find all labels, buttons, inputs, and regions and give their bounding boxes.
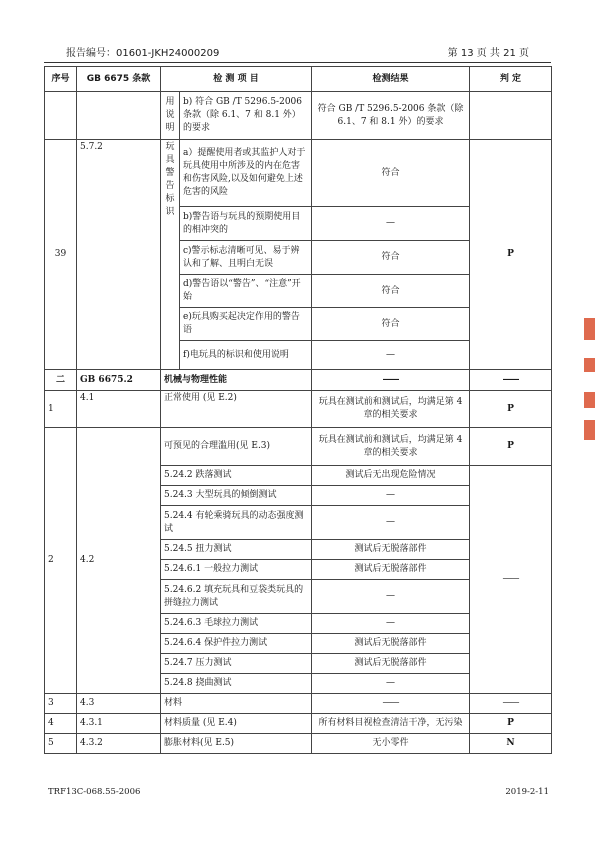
cell-item: 膨胀材料(见 E.5): [161, 734, 312, 754]
cell-result: —: [312, 341, 470, 370]
seal-mark: [584, 420, 595, 440]
cell-verdict: P: [470, 428, 552, 466]
table-row: [45, 714, 552, 734]
cell-seq: 5: [45, 734, 77, 754]
cell-item: 5.24.2 跌落测试: [161, 466, 312, 486]
cell-verdict: ——: [470, 466, 552, 694]
cell-result: 测试后无出现危险情况: [312, 466, 470, 486]
cell-result: 符合: [312, 275, 470, 308]
test-results-table: [44, 66, 552, 754]
cell-item: 5.24.3 大型玩具的倾倒测试: [161, 486, 312, 506]
cell-sub-item: 用说明: [161, 92, 180, 140]
cell-item: 5.24.6.4 保护件拉力测试: [161, 634, 312, 654]
table-row: [45, 428, 552, 466]
cell-verdict: P: [470, 391, 552, 428]
cell-result: —: [312, 580, 470, 614]
cell-sub-item: 玩具警告标识: [161, 140, 180, 370]
cell-result: ——: [312, 370, 470, 391]
cell-seq: 二: [45, 370, 77, 391]
table-row: [45, 391, 552, 428]
cell-item: 机械与物理性能: [161, 370, 312, 391]
cell-result: 符合: [312, 241, 470, 275]
cell-clause: [77, 92, 161, 140]
cell-result: 无小零件: [312, 734, 470, 754]
cell-item: c)警示标志清晰可见、易于辨认和了解、且明白无误: [180, 241, 312, 275]
section-row: [45, 370, 552, 391]
cell-clause: 5.7.2: [77, 140, 161, 370]
cell-item: 5.24.6.2 填充玩具和豆袋类玩具的拼缝拉力测试: [161, 580, 312, 614]
cell-result: —: [312, 674, 470, 694]
cell-clause: 4.2: [77, 428, 161, 694]
seal-mark: [584, 392, 595, 408]
cell-result: ——: [312, 694, 470, 714]
cell-verdict: P: [470, 714, 552, 734]
col-seq: 序号: [45, 67, 77, 92]
table-row: [45, 694, 552, 714]
cell-seq: 4: [45, 714, 77, 734]
cell-item: 5.24.4 有轮乘骑玩具的动态强度测试: [161, 506, 312, 540]
table-row: [45, 734, 552, 754]
cell-verdict: ——: [470, 370, 552, 391]
cell-seq: 1: [45, 391, 77, 428]
cell-verdict: P: [470, 140, 552, 370]
cell-clause: 4.3.1: [77, 714, 161, 734]
cell-item: 5.24.7 压力测试: [161, 654, 312, 674]
cell-seq: 3: [45, 694, 77, 714]
cell-result: 测试后无脱落部件: [312, 634, 470, 654]
table-header-row: [45, 67, 552, 92]
cell-result: 符合 GB /T 5296.5-2006 条款（除 6.1、7 和 8.1 外）的要求: [312, 92, 470, 140]
seal-mark: [584, 318, 595, 340]
col-result: 检测结果: [312, 67, 470, 92]
col-clause: GB 6675 条款: [77, 67, 161, 92]
form-number: TRF13C-068.55-2006: [48, 787, 141, 797]
cell-clause: 4.1: [77, 391, 161, 428]
cell-result: 玩具在测试前和测试后，均满足第 4 章的相关要求: [312, 428, 470, 466]
cell-clause: GB 6675.2: [77, 370, 161, 391]
col-item: 检 测 项 目: [161, 67, 312, 92]
cell-verdict: ——: [470, 694, 552, 714]
cell-item: f)电玩具的标识和使用说明: [180, 341, 312, 370]
table-row: [45, 92, 552, 140]
cell-result: —: [312, 614, 470, 634]
cell-result: 测试后无脱落部件: [312, 654, 470, 674]
cell-seq: 2: [45, 428, 77, 694]
cell-result: 测试后无脱落部件: [312, 540, 470, 560]
cell-result: 测试后无脱落部件: [312, 560, 470, 580]
seal-mark: [584, 358, 595, 372]
cell-clause: 4.3: [77, 694, 161, 714]
cell-verdict: [470, 92, 552, 140]
cell-item: a）提醒使用者或其监护人对于玩具使用中所涉及的内在危害和伤害风险,以及如何避免上述危害的风险: [180, 140, 312, 207]
cell-result: 符合: [312, 308, 470, 341]
report-number: 报告编号：01601-JKH24000209: [66, 48, 220, 59]
cell-item: 正常使用 (见 E.2): [161, 391, 312, 428]
cell-verdict: N: [470, 734, 552, 754]
cell-item: b) 符合 GB /T 5296.5-2006 条款（除 6.1、7 和 8.1 外）的要求: [180, 92, 312, 140]
cell-item: 5.24.8 挠曲测试: [161, 674, 312, 694]
cell-result: 玩具在测试前和测试后，均满足第 4 章的相关要求: [312, 391, 470, 428]
cell-item: 5.24.6.3 毛球拉力测试: [161, 614, 312, 634]
cell-item: 可预见的合理滥用(见 E.3): [161, 428, 312, 466]
cell-item: 5.24.5 扭力测试: [161, 540, 312, 560]
cell-item: d)警告语以“警告”、“注意”开始: [180, 275, 312, 308]
cell-result: 符合: [312, 140, 470, 207]
cell-result: 所有材料目视检查清洁干净，无污染: [312, 714, 470, 734]
page-indicator: 第 13 页 共 21 页: [447, 48, 529, 59]
cell-seq: 39: [45, 140, 77, 370]
cell-result: —: [312, 486, 470, 506]
cell-item: e)玩具购买起决定作用的警告语: [180, 308, 312, 341]
header-rule: [44, 62, 551, 63]
cell-clause: 4.3.2: [77, 734, 161, 754]
cell-result: —: [312, 207, 470, 241]
cell-item: 5.24.6.1 一般拉力测试: [161, 560, 312, 580]
cell-result: —: [312, 506, 470, 540]
cell-seq: [45, 92, 77, 140]
col-verdict: 判 定: [470, 67, 552, 92]
cell-item: 材料质量 (见 E.4): [161, 714, 312, 734]
cell-item: b)警告语与玩具的预期使用目的相冲突的: [180, 207, 312, 241]
cell-item: 材料: [161, 694, 312, 714]
table-row: [45, 140, 552, 207]
footer-date: 2019-2-11: [505, 787, 549, 797]
